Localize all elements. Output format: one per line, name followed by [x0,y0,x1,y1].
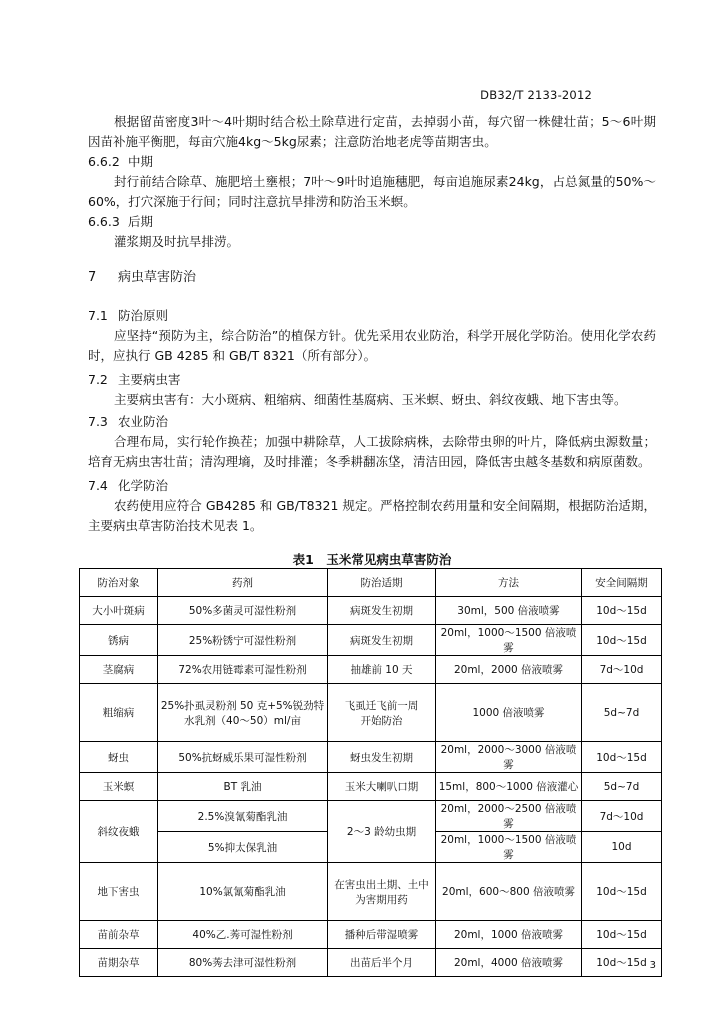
section-paragraph: 主要病虫害有：大小斑病、粗缩病、细菌性基腐病、玉米螟、蚜虫、斜纹夜蛾、地下害虫等。 [114,392,627,407]
section-7-1 [88,306,656,366]
table-cell: 10d～15d [582,949,662,977]
table-cell: 20ml，2000 倍液喷雾 [436,656,582,684]
section-title: 防治原则 [118,308,169,323]
section-7-2 [88,370,656,410]
table-cell: 锈病 [80,625,158,656]
cell-line: 在害虫出土期、土中 [334,878,429,891]
section-title: 病虫草害防治 [118,270,197,285]
section-title: 主要病虫害 [118,372,181,387]
table-cell: 30ml，500 倍液喷雾 [436,597,582,625]
section-number: 7.3 [88,414,108,429]
table-row [80,625,662,656]
table-row [80,656,662,684]
section-heading [88,306,656,326]
header-cell: 防治对象 [80,569,158,597]
cell-line: 25%扑虱灵粉剂 50 克+5%锐劲特 [160,699,325,712]
table-cell: BT 乳油 [158,773,328,801]
table-cell: 抽雄前 10 天 [328,656,436,684]
table-cell: 粗缩病 [80,684,158,742]
table-cell [328,863,436,921]
table-row [80,801,662,832]
table-cell: 2～3 龄幼虫期 [328,801,436,863]
table-cell: 72%农用链霉素可湿性粉剂 [158,656,328,684]
table-cell: 10d～15d [582,863,662,921]
section-paragraph: 灌浆期及时抗旱排涝。 [114,234,240,249]
table-cell [158,684,328,742]
table-cell: 蚜虫 [80,742,158,773]
table-cell: 10d [582,832,662,863]
table-cell: 5d~7d [582,684,662,742]
section-7 [88,268,656,288]
section-number: 7.1 [88,308,108,323]
table-row [80,921,662,949]
page-number: 3 [649,960,656,971]
table-cell: 10d～15d [582,625,662,656]
section-7-4 [88,476,656,536]
intro-paragraph: 根据留苗密度3叶～4叶期时结合松土除草进行定苗，去掉弱小苗，每穴留一株健壮苗；5～6叶期因苗补施平衡肥，每亩穴施4kg～5kg尿素；注意防治地老虎等苗期害虫。 [88,114,656,149]
table-cell: 5d~7d [582,773,662,801]
table-cell: 10d～15d [582,921,662,949]
header-cell: 药剂 [158,569,328,597]
table-cell: 80%莠去津可湿性粉剂 [158,949,328,977]
pest-control-table [79,568,662,977]
section-heading [88,152,656,172]
section-title: 化学防治 [118,478,169,493]
section-6-6-2 [88,152,656,212]
table-cell: 斜纹夜蛾 [80,801,158,863]
table-cell: 50%抗蚜威乐果可湿性粉剂 [158,742,328,773]
section-number: 7 [88,270,97,285]
header-cell: 方法 [436,569,582,597]
section-number: 6.6.3 [88,214,120,229]
table-cell: 20ml，2000～3000 倍液喷雾 [436,742,582,773]
table-cell: 播种后带湿喷雾 [328,921,436,949]
table-cell: 20ml，1000 倍液喷雾 [436,921,582,949]
table-cell: 茎腐病 [80,656,158,684]
section-paragraph: 农药使用应符合 GB4285 和 GB/T8321 规定。严格控制农药用量和安全间隔期，根据防治适期，主要病虫草害防治技术见表 1。 [88,498,656,533]
table-cell: 20ml，1000～1500 倍液喷雾 [436,625,582,656]
table-cell: 出苗后半个月 [328,949,436,977]
table-row [80,684,662,742]
table-cell: 7d～10d [582,801,662,832]
table-cell: 20ml，2000～2500 倍液喷雾 [436,801,582,832]
table-cell [328,684,436,742]
section-number: 7.4 [88,478,108,493]
section-title: 后期 [128,214,154,229]
section-6-6-3 [88,212,656,252]
table-cell: 10d～15d [582,597,662,625]
section-number: 6.6.2 [88,154,120,169]
section-heading [88,476,656,496]
table-cell: 10%氯氰菊酯乳油 [158,863,328,921]
table-cell: 20ml，600～800 倍液喷雾 [436,863,582,921]
section-paragraph: 合理布局，实行轮作换茬；加强中耕除草，人工拔除病株，去除带虫卵的叶片，降低病虫源数量；培育无病虫害壮苗；清沟理墒，及时排灌；冬季耕翻冻垡，清洁田园，降低害虫越冬基数和病原菌数。 [88,434,656,469]
table-cell: 20ml，4000 倍液喷雾 [436,949,582,977]
section-title: 中期 [128,154,154,169]
table-cell: 蚜虫发生初期 [328,742,436,773]
table-cell: 苗期杂草 [80,949,158,977]
table-cell: 玉米大喇叭口期 [328,773,436,801]
header-cell: 安全间隔期 [582,569,662,597]
section-heading [88,412,656,432]
section-7-3 [88,412,656,472]
table-row [80,742,662,773]
section-number: 7.2 [88,372,108,387]
table-cell: 40%乙.莠可湿性粉剂 [158,921,328,949]
table-cell: 10d～15d [582,742,662,773]
header-cell: 防治适期 [328,569,436,597]
section-title: 农业防治 [118,414,169,429]
document-code-header: DB32/T 2133-2012 [480,88,592,102]
table-cell: 大小叶斑病 [80,597,158,625]
cell-line: 水乳剂（40～50）ml/亩 [184,714,301,727]
cell-line: 飞虱迁飞前一周 [344,699,419,712]
table-cell: 25%粉锈宁可湿性粉剂 [158,625,328,656]
section-heading [88,212,656,232]
table-cell: 玉米螟 [80,773,158,801]
table-row [80,949,662,977]
table-caption: 表1 玉米常见病虫草害防治 [292,552,452,567]
table-cell: 20ml，1000～1500 倍液喷雾 [436,832,582,863]
table-row [80,863,662,921]
table-cell: 地下害虫 [80,863,158,921]
cell-line: 为害期用药 [355,893,408,906]
table-cell: 15ml，800～1000 倍液灌心 [436,773,582,801]
table-cell: 苗前杂草 [80,921,158,949]
table-cell: 50%多菌灵可湿性粉剂 [158,597,328,625]
intro-paragraph-block [88,112,656,152]
table-cell: 2.5%溴氰菊酯乳油 [158,801,328,832]
chapter-heading [88,268,656,288]
cell-line: 开始防治 [360,714,403,727]
table-cell: 病斑发生初期 [328,625,436,656]
table-row [80,773,662,801]
section-heading [88,370,656,390]
table-cell: 5%抑太保乳油 [158,832,328,863]
table-row [80,597,662,625]
section-paragraph: 应坚持“预防为主，综合防治”的植保方针。优先采用农业防治，科学开展化学防治。使用化学农药时，应执行 GB 4285 和 GB/T 8321（所有部分）。 [88,328,656,363]
table-cell: 1000 倍液喷雾 [436,684,582,742]
table-cell: 7d～10d [582,656,662,684]
table-cell: 病斑发生初期 [328,597,436,625]
table-header-row [80,569,662,597]
section-paragraph: 封行前结合除草、施肥培土壅根；7叶～9叶时追施穗肥，每亩追施尿素24kg，占总氮量的50%～60%，打穴深施于行间；同时注意抗旱排涝和防治玉米螟。 [88,174,656,209]
